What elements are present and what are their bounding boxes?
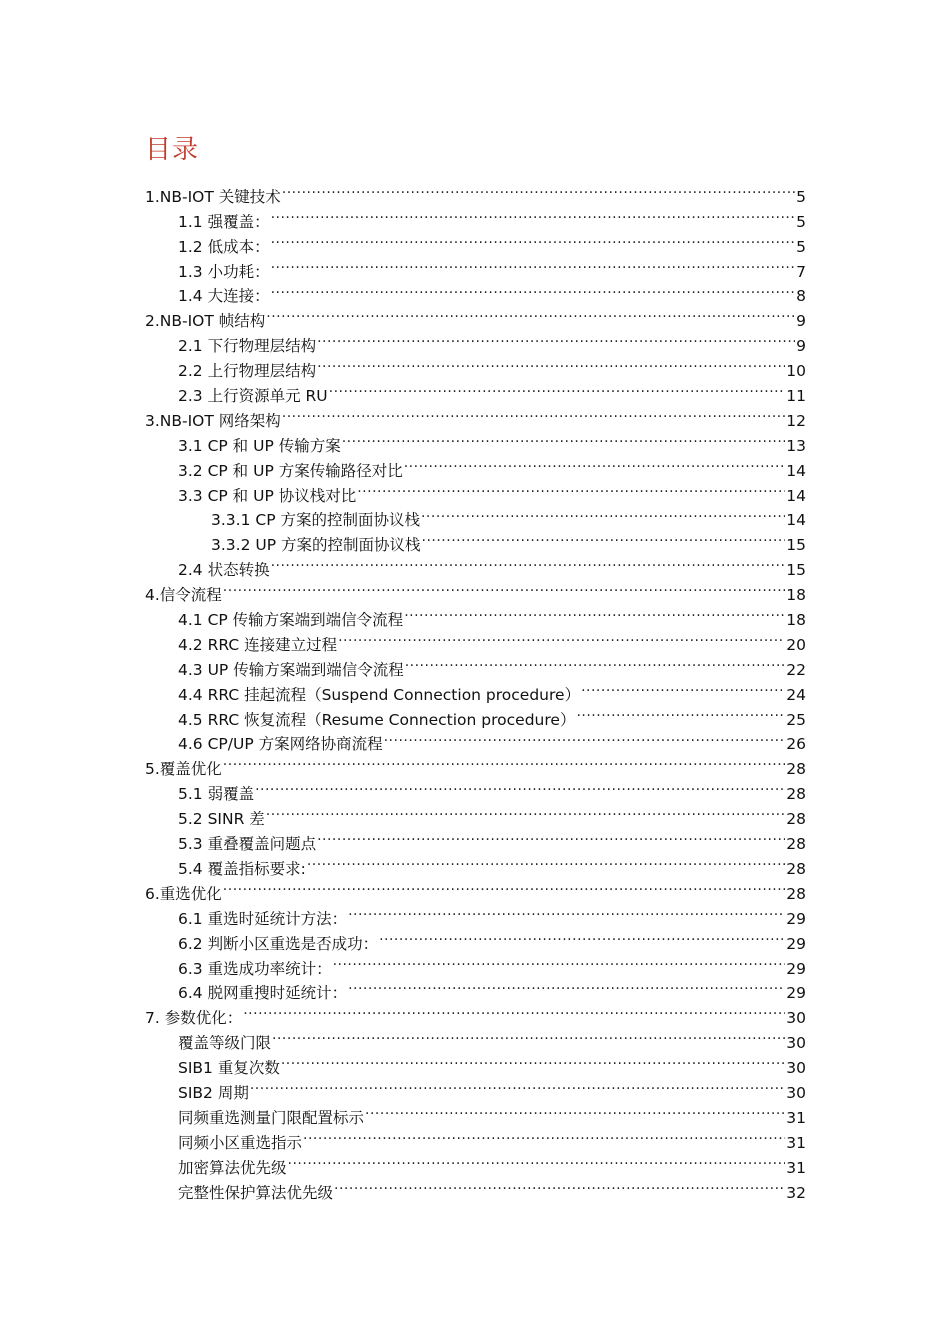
toc-page-number[interactable]: 28 (786, 884, 806, 903)
toc-page-number[interactable]: 14 (786, 486, 806, 505)
toc-entry-title[interactable]: 同频小区重选指示 (178, 1133, 303, 1152)
toc-entry[interactable] (145, 899, 806, 928)
toc-entry[interactable] (145, 575, 806, 605)
toc-dot-leader (271, 277, 796, 302)
toc-entry[interactable] (145, 1023, 806, 1053)
toc-page-number[interactable]: 10 (786, 362, 806, 381)
toc-dot-leader (338, 625, 785, 650)
toc-dot-leader (405, 650, 786, 675)
toc-entry-title[interactable]: 2.3 上行资源单元 RU (178, 387, 328, 406)
toc-page-number[interactable]: 30 (786, 1083, 806, 1102)
toc-page-number[interactable]: 28 (786, 859, 806, 878)
toc-entry-title[interactable]: 5.3 重叠覆盖问题点 (178, 835, 317, 854)
toc-entry-title[interactable]: 1.NB-IOT 关键技术 (145, 187, 281, 206)
toc-dot-leader (271, 227, 796, 252)
toc-entry-title[interactable]: 4.6 CP/UP 方案网络协商流程 (178, 735, 383, 754)
toc-entry-title[interactable]: 6.4 脱网重搜时延统计： (178, 984, 348, 1003)
toc-list (145, 177, 806, 1202)
toc-page-number[interactable]: 29 (786, 984, 806, 1003)
toc-page-number[interactable]: 25 (786, 710, 806, 729)
toc-page-number[interactable]: 20 (786, 635, 806, 654)
toc-entry-title[interactable]: 4.5 RRC 恢复流程（Resume Connection procedure） (178, 710, 576, 729)
toc-entry-title[interactable]: 4.1 CP 传输方案端到端信令流程 (178, 611, 404, 630)
toc-dot-leader (271, 252, 796, 277)
toc-entry-title[interactable]: 6.1 重选时延统计方法： (178, 909, 348, 928)
toc-entry-title[interactable]: 5.2 SINR 差 (178, 810, 265, 829)
toc-page-number[interactable]: 5 (796, 237, 806, 256)
toc-dot-leader (379, 924, 785, 949)
toc-page-number[interactable]: 29 (786, 934, 806, 953)
toc-title: 目录 (145, 135, 200, 165)
toc-dot-leader (357, 476, 785, 501)
toc-entry-title[interactable]: 4.2 RRC 连接建立过程 (178, 635, 338, 654)
toc-dot-leader (307, 849, 785, 874)
toc-entry-title[interactable]: 4.4 RRC 挂起流程（Suspend Connection procedure） (178, 685, 581, 704)
toc-page-number[interactable]: 14 (786, 511, 806, 530)
toc-dot-leader (282, 177, 795, 202)
toc-dot-leader (404, 600, 785, 625)
toc-dot-leader (404, 451, 786, 476)
toc-entry-title[interactable]: 6.重选优化 (145, 884, 222, 903)
toc-dot-leader (317, 824, 785, 849)
toc-page-number[interactable]: 9 (796, 337, 806, 356)
toc-entry[interactable] (145, 774, 806, 804)
toc-dot-leader (317, 351, 785, 376)
toc-dot-leader (250, 1073, 785, 1098)
toc-entry-title[interactable]: 4.信令流程 (145, 586, 222, 605)
toc-page-number[interactable]: 28 (786, 785, 806, 804)
toc-entry-title[interactable]: 6.3 重选成功率统计： (178, 959, 332, 978)
toc-entry-title[interactable]: 3.3.1 CP 方案的控制面协议栈 (211, 511, 420, 530)
toc-entry-title[interactable]: 1.2 低成本： (178, 237, 270, 256)
toc-dot-leader (288, 1148, 786, 1173)
toc-entry-title[interactable]: 3.3 CP 和 UP 协议栈对比 (178, 486, 357, 505)
toc-entry-title[interactable]: 5.1 弱覆盖 (178, 785, 255, 804)
toc-page-number[interactable]: 29 (786, 959, 806, 978)
toc-entry-title[interactable]: 2.NB-IOT 帧结构 (145, 312, 266, 331)
toc-page-number[interactable]: 28 (786, 835, 806, 854)
toc-dot-leader (303, 1123, 785, 1148)
toc-entry-title[interactable]: 7. 参数优化： (145, 1009, 243, 1028)
toc-entry-title[interactable]: 1.1 强覆盖： (178, 212, 270, 231)
toc-entry-title[interactable]: 5.覆盖优化 (145, 760, 222, 779)
toc-page-number[interactable]: 31 (786, 1108, 806, 1127)
toc-page-number[interactable]: 15 (786, 561, 806, 580)
toc-page-number[interactable]: 5 (796, 187, 806, 206)
toc-dot-leader (281, 1048, 785, 1073)
toc-entry-title[interactable]: 3.3.2 UP 方案的控制面协议栈 (211, 536, 421, 555)
toc-dot-leader (384, 725, 786, 750)
toc-page-number[interactable]: 22 (786, 660, 806, 679)
toc-page-number[interactable]: 31 (786, 1158, 806, 1177)
toc-entry[interactable] (145, 177, 806, 206)
toc-dot-leader (348, 899, 785, 924)
toc-dot-leader (223, 874, 785, 899)
toc-page-number[interactable]: 30 (786, 1009, 806, 1028)
toc-dot-leader (282, 401, 785, 426)
toc-page-number[interactable]: 15 (786, 536, 806, 555)
toc-dot-leader (333, 949, 786, 974)
toc-entry[interactable] (145, 600, 806, 630)
toc-entry[interactable] (145, 874, 806, 903)
toc-page-number[interactable]: 24 (786, 685, 806, 704)
toc-dot-leader (576, 700, 785, 725)
toc-page-number[interactable]: 11 (786, 387, 806, 406)
toc-page-number[interactable]: 18 (786, 586, 806, 605)
toc-entry-title[interactable]: 覆盖等级门限 (178, 1034, 272, 1053)
toc-page-number[interactable]: 18 (786, 611, 806, 630)
toc-entry[interactable] (145, 998, 806, 1028)
toc-entry-title[interactable]: 6.2 判断小区重选是否成功： (178, 934, 379, 953)
toc-entry-title[interactable]: 完整性保护算法优先级 (178, 1183, 334, 1202)
toc-dot-leader (329, 376, 786, 401)
toc-entry-title[interactable]: 4.3 UP 传输方案端到端信令流程 (178, 660, 404, 679)
toc-entry-title[interactable]: 1.3 小功耗： (178, 262, 270, 281)
toc-dot-leader (365, 1098, 785, 1123)
toc-dot-leader (223, 749, 785, 774)
toc-page-number[interactable]: 30 (786, 1059, 806, 1078)
toc-dot-leader (334, 1173, 785, 1198)
toc-entry-title[interactable]: 3.1 CP 和 UP 传输方案 (178, 436, 341, 455)
toc-page-number[interactable]: 29 (786, 909, 806, 928)
toc-page-number[interactable]: 5 (796, 212, 806, 231)
toc-entry-title[interactable]: SIB2 周期 (178, 1083, 249, 1102)
toc-entry-title[interactable]: 2.1 下行物理层结构 (178, 337, 317, 356)
toc-page-number[interactable]: 14 (786, 461, 806, 480)
toc-page-number[interactable]: 13 (786, 436, 806, 455)
toc-entry-title[interactable]: 同频重选测量门限配置标示 (178, 1108, 365, 1127)
toc-entry[interactable] (145, 749, 806, 779)
toc-dot-leader (317, 326, 795, 351)
toc-dot-leader (581, 675, 785, 700)
toc-entry-title[interactable]: 1.4 大连接： (178, 287, 270, 306)
toc-entry-title[interactable]: SIB1 重复次数 (178, 1059, 280, 1078)
toc-entry-title[interactable]: 加密算法优先级 (178, 1158, 287, 1177)
toc-dot-leader (348, 974, 785, 999)
toc-dot-leader (271, 202, 796, 227)
toc-page-number[interactable]: 30 (786, 1034, 806, 1053)
toc-dot-leader (342, 426, 786, 451)
toc-page-number[interactable]: 9 (796, 312, 806, 331)
toc-page-number[interactable]: 26 (786, 735, 806, 754)
toc-dot-leader (266, 301, 795, 326)
toc-dot-leader (243, 998, 785, 1023)
toc-page-number[interactable]: 32 (786, 1183, 806, 1202)
toc-dot-leader (266, 799, 785, 824)
toc-page-number[interactable]: 7 (796, 262, 806, 281)
toc-entry-title[interactable]: 5.4 覆盖指标要求: (178, 859, 306, 878)
toc-page-number[interactable]: 31 (786, 1133, 806, 1152)
toc-dot-leader (422, 525, 786, 550)
toc-dot-leader (255, 774, 785, 799)
toc-dot-leader (223, 575, 785, 600)
toc-dot-leader (271, 550, 786, 575)
toc-entry-title[interactable]: 3.2 CP 和 UP 方案传输路径对比 (178, 461, 403, 480)
toc-page-number[interactable]: 12 (786, 411, 806, 430)
toc-entry-title[interactable]: 3.NB-IOT 网络架构 (145, 411, 281, 430)
toc-entry-title[interactable]: 2.4 状态转换 (178, 561, 270, 580)
toc-page-number[interactable]: 28 (786, 760, 806, 779)
toc-dot-leader (421, 501, 785, 526)
toc-dot-leader (272, 1023, 785, 1048)
toc-entry-title[interactable]: 2.2 上行物理层结构 (178, 362, 317, 381)
toc-page-number[interactable]: 8 (796, 287, 806, 306)
toc-page-number[interactable]: 28 (786, 810, 806, 829)
